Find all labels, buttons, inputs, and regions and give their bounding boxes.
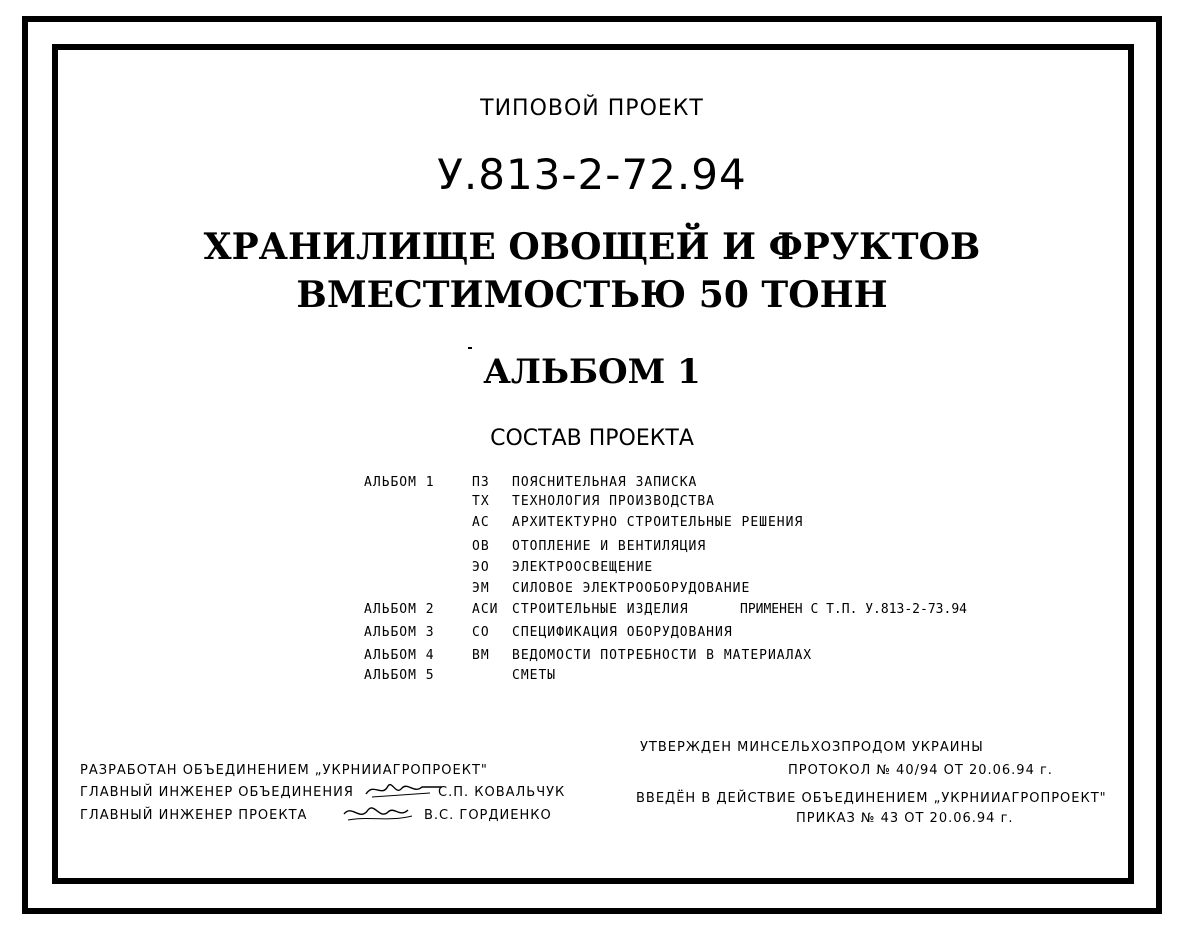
- comp-row-text: СПЕЦИФИКАЦИЯ ОБОРУДОВАНИЯ: [512, 625, 733, 640]
- comp-row-text: ТЕХНОЛОГИЯ ПРОИЗВОДСТВА: [512, 494, 716, 509]
- comp-row-note: ПРИМЕНЕН С Т.П. У.813-2-73.94: [740, 602, 967, 617]
- chief-engineer-project-label: ГЛАВНЫЙ ИНЖЕНЕР ПРОЕКТА: [80, 808, 308, 823]
- comp-row-code: ТХ: [472, 494, 490, 509]
- project-type: ТИПОВОЙ ПРОЕКТ: [480, 96, 704, 121]
- comp-row-album: АЛЬБОМ 4: [364, 648, 435, 663]
- comp-row-code: ЭО: [472, 560, 490, 575]
- comp-row-text: ОТОПЛЕНИЕ И ВЕНТИЛЯЦИЯ: [512, 539, 707, 554]
- chief-engineer-project-name: В.С. ГОРДИЕНКО: [424, 808, 552, 823]
- order-line: ПРИКАЗ № 43 ОТ 20.06.94 г.: [796, 811, 1014, 826]
- comp-row-code: АС: [472, 515, 490, 530]
- comp-row-text: ПОЯСНИТЕЛЬНАЯ ЗАПИСКА: [512, 475, 698, 490]
- comp-row-code: ВМ: [472, 648, 490, 663]
- comp-row-text: ВЕДОМОСТИ ПОТРЕБНОСТИ В МАТЕРИАЛАХ: [512, 648, 813, 663]
- comp-row-album: АЛЬБОМ 3: [364, 625, 435, 640]
- comp-row-album: АЛЬБОМ 1: [364, 475, 435, 490]
- project-number: У.813-2-72.94: [437, 150, 747, 199]
- enacted-line: ВВЕДЁН В ДЕЙСТВИЕ ОБЪЕДИНЕНИЕМ „УКРНИИАГРОПРОЕКТ": [636, 791, 1107, 806]
- protocol-line: ПРОТОКОЛ № 40/94 ОТ 20.06.94 г.: [788, 763, 1053, 778]
- approval-line: УТВЕРЖДЕН МИНСЕЛЬХОЗПРОДОМ УКРАИНЫ: [640, 740, 984, 755]
- comp-row-code: ПЗ: [472, 475, 490, 490]
- comp-row-code: ОВ: [472, 539, 490, 554]
- chief-engineer-association-name: С.П. КОВАЛЬЧУК: [438, 785, 566, 800]
- title-line-2: ВМЕСТИМОСТЬЮ 50 ТОНН: [296, 274, 888, 316]
- comp-row-code: АСИ: [472, 602, 499, 617]
- album-title: АЛЬБОМ 1: [483, 352, 701, 392]
- comp-row-album: АЛЬБОМ 2: [364, 602, 435, 617]
- comp-row-album: АЛЬБОМ 5: [364, 668, 435, 683]
- title-line-1: ХРАНИЛИЩЕ ОВОЩЕЙ И ФРУКТОВ: [203, 226, 981, 268]
- signature-kovalchuk-icon: [364, 778, 444, 800]
- chief-engineer-association-label: ГЛАВНЫЙ ИНЖЕНЕР ОБЪЕДИНЕНИЯ: [80, 785, 354, 800]
- comp-row-code: ЭМ: [472, 581, 490, 596]
- comp-row-text: СИЛОВОЕ ЭЛЕКТРООБОРУДОВАНИЕ: [512, 581, 751, 596]
- comp-row-text: АРХИТЕКТУРНО СТРОИТЕЛЬНЫЕ РЕШЕНИЯ: [512, 515, 804, 530]
- comp-row-text: СМЕТЫ: [512, 668, 557, 683]
- signature-gordienko-icon: [338, 800, 420, 824]
- comp-row-text: ЭЛЕКТРООСВЕЩЕНИЕ: [512, 560, 654, 575]
- comp-row-code: СО: [472, 625, 490, 640]
- composition-heading: СОСТАВ ПРОЕКТА: [490, 426, 694, 451]
- stray-mark: [468, 347, 472, 349]
- comp-row-text: СТРОИТЕЛЬНЫЕ ИЗДЕЛИЯ: [512, 602, 689, 617]
- developer-line: РАЗРАБОТАН ОБЪЕДИНЕНИЕМ „УКРНИИАГРОПРОЕКТ": [80, 763, 488, 778]
